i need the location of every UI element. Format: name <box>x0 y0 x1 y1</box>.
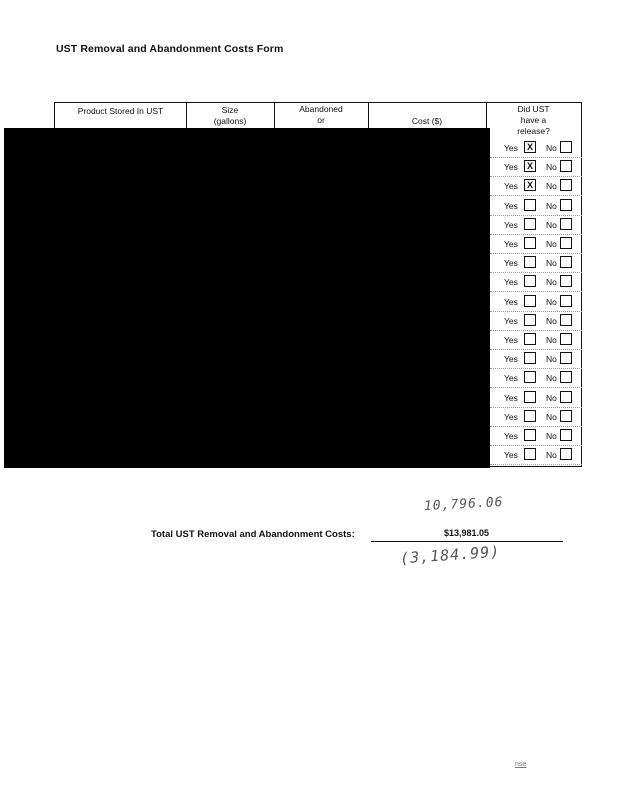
no-checkbox[interactable] <box>560 179 572 191</box>
release-row <box>490 293 582 312</box>
total-underline <box>371 541 563 542</box>
no-label: No <box>546 411 557 422</box>
no-label: No <box>546 239 557 249</box>
release-row <box>490 177 582 196</box>
header-abandoned-line1: Abandoned <box>299 104 343 114</box>
header-release <box>486 103 581 136</box>
yes-label: Yes <box>504 258 518 269</box>
yes-checkbox[interactable] <box>524 218 536 230</box>
release-row <box>490 408 582 427</box>
release-row <box>490 427 582 446</box>
yes-checkbox[interactable]: X <box>524 179 536 191</box>
no-checkbox[interactable] <box>560 371 572 383</box>
no-checkbox[interactable] <box>560 314 572 326</box>
release-row <box>490 446 582 465</box>
yes-label: Yes <box>504 315 518 326</box>
no-label: No <box>546 296 557 307</box>
release-row <box>490 197 582 216</box>
no-checkbox[interactable] <box>560 256 572 268</box>
yes-label: Yes <box>504 181 518 192</box>
yes-checkbox[interactable] <box>524 448 536 460</box>
yes-checkbox[interactable]: X <box>524 160 536 172</box>
no-checkbox[interactable] <box>560 160 572 172</box>
yes-checkbox[interactable] <box>524 391 536 403</box>
page-stamp: nse <box>515 761 527 768</box>
no-checkbox[interactable] <box>560 237 572 249</box>
no-label: No <box>546 392 557 403</box>
no-checkbox[interactable] <box>560 448 572 460</box>
yes-checkbox[interactable] <box>524 429 536 441</box>
yes-checkbox[interactable] <box>524 199 536 211</box>
header-abandoned-line2: or <box>317 115 325 125</box>
yes-label: Yes <box>504 392 518 403</box>
header-cost <box>368 103 486 129</box>
handwritten-note-bottom: (3,184.99) <box>399 542 501 568</box>
total-value: $13,981.05 <box>444 528 490 538</box>
yes-label: Yes <box>504 200 518 211</box>
yes-label: Yes <box>504 239 518 249</box>
no-label: No <box>546 219 557 230</box>
no-label: No <box>546 200 557 211</box>
yes-label: Yes <box>504 373 518 384</box>
yes-label: Yes <box>504 450 518 461</box>
no-label: No <box>546 431 557 441</box>
no-checkbox[interactable] <box>560 410 572 422</box>
release-row <box>490 312 582 331</box>
no-label: No <box>546 143 557 153</box>
no-checkbox[interactable] <box>560 352 572 364</box>
yes-label: Yes <box>504 354 518 365</box>
no-label: No <box>546 162 557 173</box>
yes-checkbox[interactable] <box>524 256 536 268</box>
header-release-line3: release? <box>517 126 550 136</box>
header-release-line2: have a <box>520 115 547 125</box>
release-row <box>490 331 582 350</box>
no-label: No <box>546 450 557 461</box>
no-checkbox[interactable] <box>560 218 572 230</box>
header-size-line2: (gallons) <box>213 116 247 126</box>
no-label: No <box>546 373 557 384</box>
release-row <box>490 235 582 254</box>
header-product <box>55 103 186 129</box>
redaction-block <box>4 128 490 468</box>
yes-checkbox[interactable] <box>524 410 536 422</box>
yes-label: Yes <box>504 277 518 288</box>
no-checkbox[interactable] <box>560 391 572 403</box>
yes-label: Yes <box>504 431 518 441</box>
no-checkbox[interactable] <box>560 141 572 153</box>
handwritten-note-top: 10,796.06 <box>423 494 504 515</box>
yes-checkbox[interactable] <box>524 295 536 307</box>
release-row <box>490 389 582 408</box>
no-label: No <box>546 258 557 269</box>
table-header <box>55 103 581 136</box>
yes-checkbox[interactable] <box>524 237 536 249</box>
no-label: No <box>546 354 557 365</box>
yes-checkbox[interactable] <box>524 333 536 345</box>
yes-label: Yes <box>504 162 518 173</box>
release-row <box>490 216 582 235</box>
total-label: Total UST Removal and Abandonment Costs: <box>151 529 355 540</box>
yes-checkbox[interactable] <box>524 371 536 383</box>
no-checkbox[interactable] <box>560 333 572 345</box>
header-product-text: Product Stored In UST <box>77 106 164 116</box>
release-row <box>490 350 582 369</box>
header-cost-text: Cost ($) <box>411 116 443 126</box>
yes-checkbox[interactable]: X <box>524 141 536 153</box>
form-title: UST Removal and Abandonment Costs Form <box>56 43 284 55</box>
yes-label: Yes <box>504 296 518 307</box>
no-checkbox[interactable] <box>560 199 572 211</box>
no-label: No <box>546 181 557 192</box>
yes-label: Yes <box>504 143 518 153</box>
header-size-line1: Size <box>221 105 239 115</box>
release-row <box>490 273 582 292</box>
yes-checkbox[interactable] <box>524 275 536 287</box>
no-checkbox[interactable] <box>560 295 572 307</box>
yes-checkbox[interactable] <box>524 352 536 364</box>
no-label: No <box>546 315 557 326</box>
yes-checkbox[interactable] <box>524 314 536 326</box>
release-row <box>490 158 582 177</box>
no-label: No <box>546 335 557 345</box>
header-size <box>186 103 274 129</box>
no-checkbox[interactable] <box>560 275 572 287</box>
yes-label: Yes <box>504 219 518 230</box>
release-row <box>490 254 582 273</box>
release-row <box>490 369 582 388</box>
header-release-line1: Did UST <box>517 104 550 114</box>
release-row <box>490 139 582 158</box>
no-label: No <box>546 277 557 288</box>
yes-label: Yes <box>504 335 518 345</box>
header-abandoned <box>274 103 368 129</box>
no-checkbox[interactable] <box>560 429 572 441</box>
yes-label: Yes <box>504 411 518 422</box>
